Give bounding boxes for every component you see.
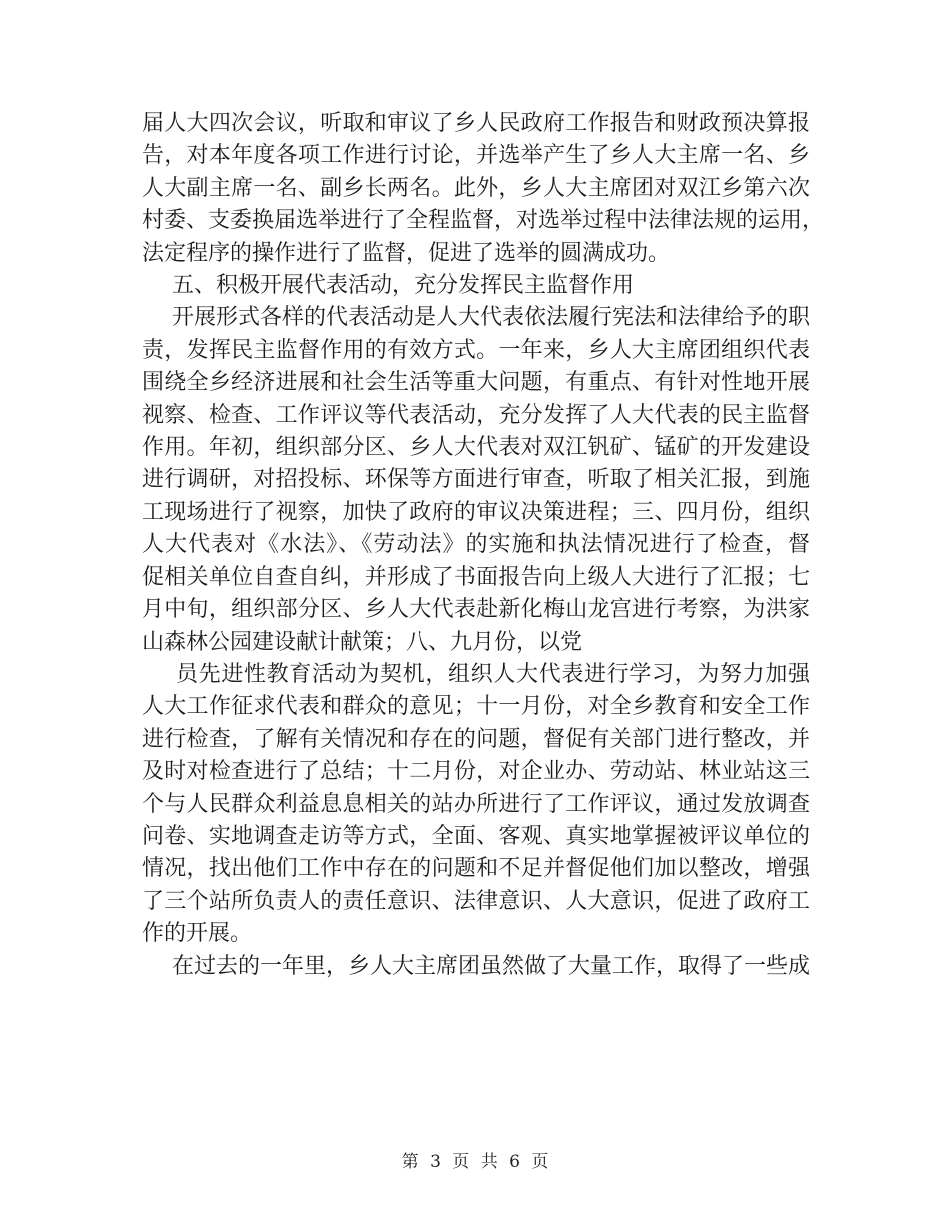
text-line: 在过去的一年里，乡人大主席团虽然做了大量工作，取得了一些成 [172, 953, 811, 979]
text-line: 员先进性教育活动为契机，组织人大代表进行学习，为努力加强 [176, 661, 810, 687]
text-line: 视察、检查、工作评议等代表活动，充分发挥了人大代表的民主监督 [142, 402, 810, 428]
text-line: 围绕全乡经济进展和社会生活等重大问题，有重点、有针对性地开展 [142, 370, 810, 396]
text-line: 个与人民群众利益息息相关的站办所进行了工作评议，通过发放调查 [142, 791, 810, 817]
text-line: 月中旬，组织部分区、乡人大代表赴新化梅山龙宫进行考察，为洪家 [142, 597, 810, 623]
document-body [142, 108, 825, 983]
text-line: 山森林公园建设献计献策；八、九月份，以党 [142, 629, 583, 655]
text-line: 人大工作征求代表和群众的意见；十一月份，对全乡教育和安全工作 [142, 694, 810, 720]
text-line: 促相关单位自查自纠，并形成了书面报告向上级人大进行了汇报；七 [142, 564, 810, 590]
text-line: 人大副主席一名、副乡长两名。此外，乡人大主席团对双江乡第六次 [142, 175, 810, 201]
text-line: 了三个站所负责人的责任意识、法律意识、人大意识，促进了政府工 [142, 888, 810, 914]
text-line: 问卷、实地调查走访等方式，全面、客观、真实地掌握被评议单位的 [142, 823, 810, 849]
text-line: 人大代表对《水法》、《劳动法》的实施和执法情况进行了检查，督 [142, 532, 810, 558]
text-line: 法定程序的操作进行了监督，促进了选举的圆满成功。 [142, 240, 671, 266]
text-line: 工现场进行了视察，加快了政府的审议决策进程；三、四月份，组织 [142, 499, 810, 525]
text-line: 作用。年初，组织部分区、乡人大代表对双江钒矿、锰矿的开发建设 [142, 435, 810, 461]
text-line: 进行调研，对招投标、环保等方面进行审查，听取了相关汇报，到施 [142, 467, 810, 493]
text-line: 情况，找出他们工作中存在的问题和不足并督促他们加以整改，增强 [142, 856, 810, 882]
text-line: 作的开展。 [142, 921, 253, 947]
text-line: 告，对本年度各项工作进行讨论，并选举产生了乡人大主席一名、乡 [142, 143, 810, 169]
text-line: 开展形式各样的代表活动是人大代表依法履行宪法和法律给予的职 [172, 305, 811, 331]
text-line: 届人大四次会议，听取和审议了乡人民政府工作报告和财政预决算报 [142, 111, 810, 136]
section-heading: 五、积极开展代表活动，充分发挥民主监督作用 [172, 273, 635, 299]
text-line: 责，发挥民主监督作用的有效方式。一年来，乡人大主席团组织代表 [142, 337, 810, 363]
page-number-footer: 第 3 页 共 6 页 [401, 1152, 549, 1172]
text-line: 及时对检查进行了总结；十二月份，对企业办、劳动站、林业站这三 [142, 759, 810, 785]
text-line: 进行检查，了解有关情况和存在的问题，督促有关部门进行整改，并 [142, 726, 810, 752]
text-line: 村委、支委换届选举进行了全程监督，对选举过程中法律法规的运用， [142, 208, 825, 234]
